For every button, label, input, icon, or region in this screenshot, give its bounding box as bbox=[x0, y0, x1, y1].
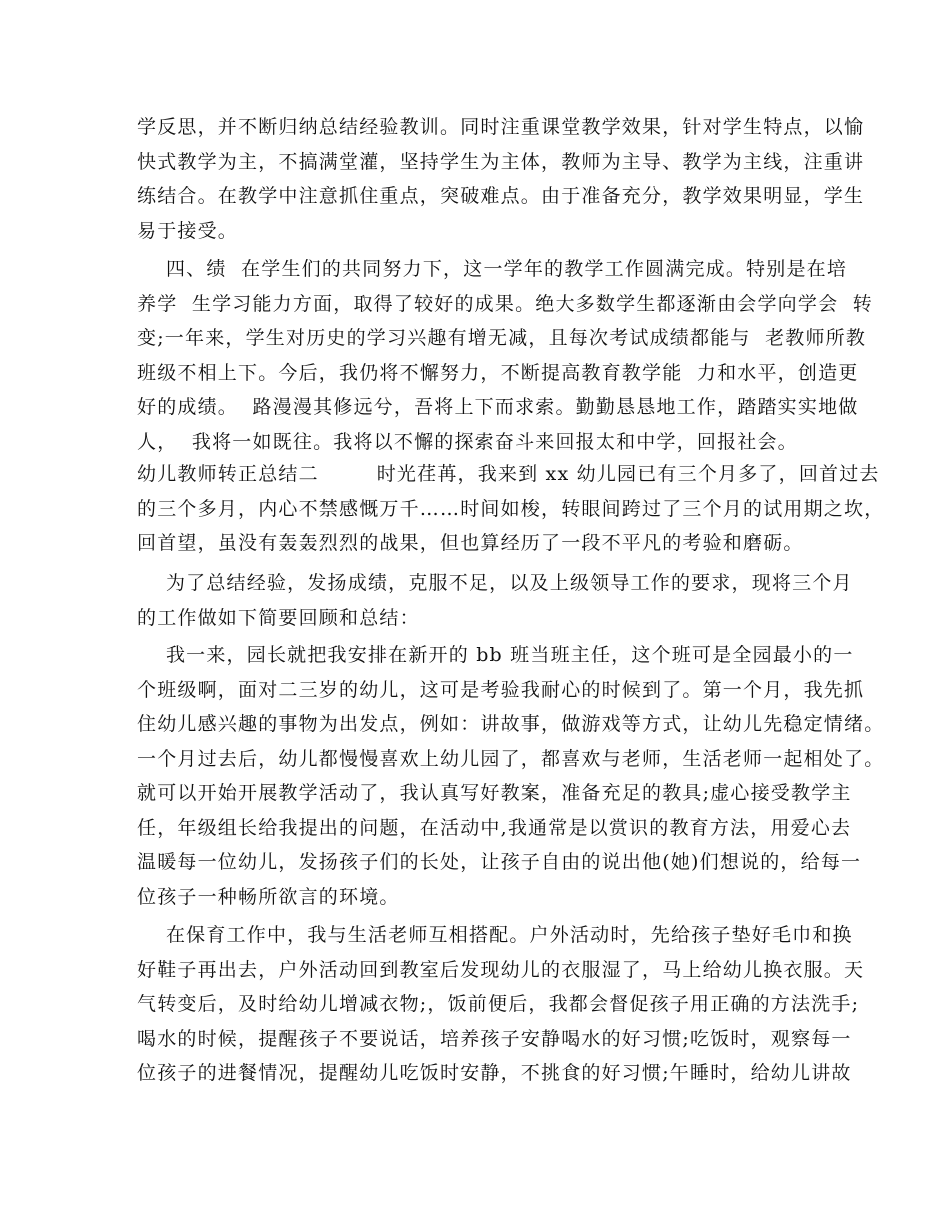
text-line: 的工作做如下简要回顾和总结： bbox=[137, 607, 420, 629]
text-line: 一个月过去后，幼儿都慢慢喜欢上幼儿园了，都喜欢与老师，生活老师一起相处了。 bbox=[137, 748, 885, 770]
text-line: 学反思，并不断归纳总结经验教训。同时注重课堂教学效果，针对学生特点，以愉 bbox=[137, 116, 865, 138]
text-line: 人， 我将一如既往。我将以不懈的探索奋斗来回报太和中学，回报社会。 bbox=[137, 431, 798, 453]
text-line: 温暖每一位幼儿，发扬孩子们的长处，让孩子自由的说出他(她)们想说的，给每一 bbox=[137, 851, 862, 873]
text-line: 快式教学为主，不搞满堂灌，坚持学生为主体，教师为主导、教学为主线，注重讲 bbox=[137, 151, 865, 173]
text-line: 在保育工作中，我与生活老师互相搭配。户外活动时，先给孩子垫好毛巾和换 bbox=[137, 924, 853, 946]
text-line: 位孩子一种畅所欲言的环境。 bbox=[137, 886, 400, 908]
text-line: 为了总结经验，发扬成绩，克服不足，以及上级领导工作的要求，现将三个月 bbox=[137, 572, 853, 594]
text-line: 回首望，虽没有轰轰烈烈的战果，但也算经历了一段不平凡的考验和磨砺。 bbox=[137, 532, 804, 554]
text-line: 好的成绩。 路漫漫其修远兮，吾将上下而求索。勤勤恳恳地工作，踏踏实实地做 bbox=[137, 396, 859, 418]
text-line: 位孩子的进餐情况，提醒幼儿吃饭时安静，不挑食的好习惯;午睡时，给幼儿讲故 bbox=[137, 1062, 852, 1084]
text-line: 的三个多月，内心不禁感慨万千……时间如梭，转眼间跨过了三个月的试用期之坎， bbox=[137, 498, 885, 520]
text-line: 气转变后，及时给幼儿增减衣物;，饭前便后，我都会督促孩子用正确的方法洗手; bbox=[137, 993, 860, 1015]
text-line: 好鞋子再出去，户外活动回到教室后发现幼儿的衣服湿了，马上给幼儿换衣服。天 bbox=[137, 959, 865, 981]
text-line: 易于接受。 bbox=[137, 220, 239, 242]
section-heading-line: 幼儿教师转正总结二 时光荏苒，我来到 xx 幼儿园已有三个月多了，回首过去 bbox=[137, 463, 880, 485]
text-line: 喝水的时候，提醒孩子不要说话，培养孩子安静喝水的好习惯;吃饭时，观察每一 bbox=[137, 1028, 852, 1050]
text-line: 四、绩 在学生们的共同努力下，这一学年的教学工作圆满完成。特别是在培 bbox=[137, 258, 848, 280]
text-line: 个班级啊，面对二三岁的幼儿，这可是考验我耐心的时候到了。第一个月，我先抓 bbox=[137, 679, 865, 701]
text-line: 练结合。在教学中注意抓住重点，突破难点。由于准备充分，教学效果明显，学生 bbox=[137, 185, 865, 207]
text-line: 变;一年来，学生对历史的学习兴趣有增无减，且每次考试成绩都能与 老教师所教 bbox=[137, 327, 867, 349]
text-line: 养学 生学习能力方面，取得了较好的成果。绝大多数学生都逐渐由会学向学会 转 bbox=[137, 293, 873, 315]
text-line: 任，年级组长给我提出的问题，在活动中,我通常是以赏识的教育方法，用爱心去 bbox=[137, 817, 852, 839]
text-line: 住幼儿感兴趣的事物为出发点，例如：讲故事，做游戏等方式，让幼儿先稳定情绪。 bbox=[137, 713, 885, 735]
text-line: 就可以开始开展教学活动了，我认真写好教案，准备充足的教具;虚心接受教学主 bbox=[137, 782, 852, 804]
text-line: 我一来，园长就把我安排在新开的 bb 班当班主任，这个班可是全园最小的一 bbox=[137, 644, 854, 666]
text-line: 班级不相上下。今后，我仍将不懈努力，不断提高教育教学能 力和水平，创造更 bbox=[137, 362, 859, 384]
